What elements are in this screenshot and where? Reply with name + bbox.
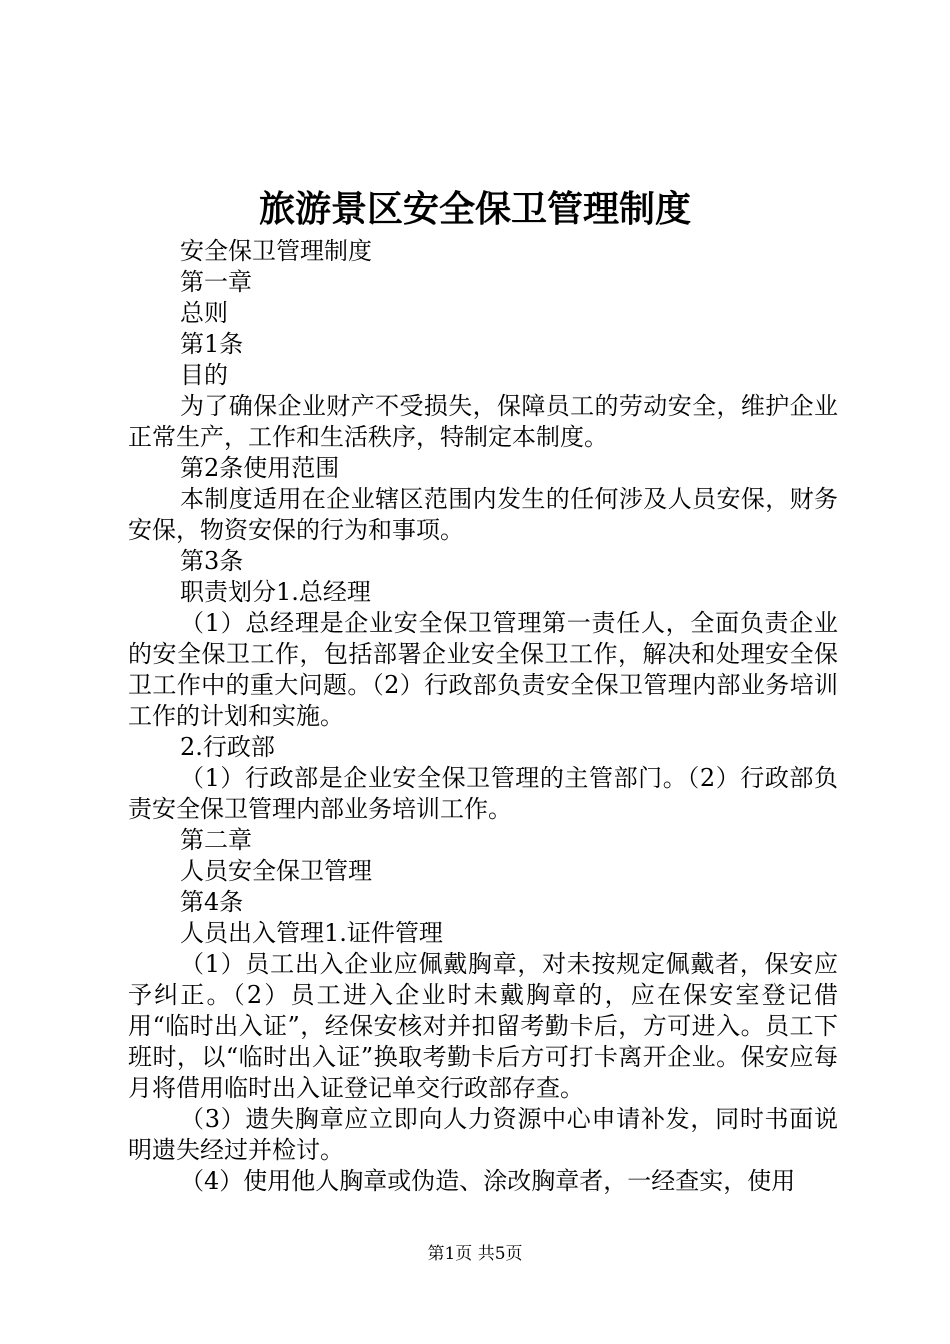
paragraph: 第4条 (180, 888, 244, 916)
paragraph: （4）使用他人胸章或伪造、涂改胸章者，一经查实，使用 (180, 1167, 796, 1195)
paragraph: 为了确保企业财产不受损失，保障员工的劳动安全，维护企业正常生产，工作和生活秩序，特制定本制度。 (128, 392, 838, 451)
paragraph: （1）总经理是企业安全保卫管理第一责任人，全面负责企业的安全保卫工作，包括部署企业安全保卫工作，解决和处理安全保卫工作中的重大问题。（2）行政部负责安全保卫管理内部业务培训工作的计划和实施。 (128, 609, 838, 730)
document-title: 旅游景区安全保卫管理制度 (258, 188, 691, 230)
paragraph: （3）遗失胸章应立即向人力资源中心申请补发，同时书面说明遗失经过并检讨。 (128, 1105, 838, 1164)
paragraph: 职责划分1.总经理 (180, 578, 371, 606)
paragraph: 第3条 (180, 547, 244, 575)
paragraph: 第二章 (180, 826, 252, 854)
paragraph: 人员安全保卫管理 (180, 857, 372, 885)
paragraph: 目的 (180, 361, 228, 389)
paragraph: 2.行政部 (180, 733, 275, 761)
paragraph: 第2条使用范围 (180, 454, 340, 482)
paragraph: 第一章 (180, 268, 252, 296)
paragraph: （1）行政部是企业安全保卫管理的主管部门。（2）行政部负责安全保卫管理内部业务培训工作。 (128, 764, 838, 823)
paragraph: （1）员工出入企业应佩戴胸章，对未按规定佩戴者，保安应予纠正。（2）员工进入企业时未戴胸章的，应在保安室登记借用“临时出入证”，经保安核对并扣留考勤卡后，方可进入。员工下班时，以“临时出入证”换取考勤卡后方可打卡离开企业。保安应每月将借用临时出入证登记单交行政部存查。 (128, 950, 838, 1102)
paragraph: 人员出入管理1.证件管理 (180, 919, 443, 947)
paragraph: 总则 (180, 299, 228, 327)
paragraph: 安全保卫管理制度 (180, 237, 372, 265)
page-footer: 第1页 共5页 (427, 1244, 523, 1264)
paragraph: 本制度适用在企业辖区范围内发生的任何涉及人员安保，财务安保，物资安保的行为和事项。 (128, 485, 838, 544)
paragraph: 第1条 (180, 330, 244, 358)
document-body (128, 236, 838, 1197)
